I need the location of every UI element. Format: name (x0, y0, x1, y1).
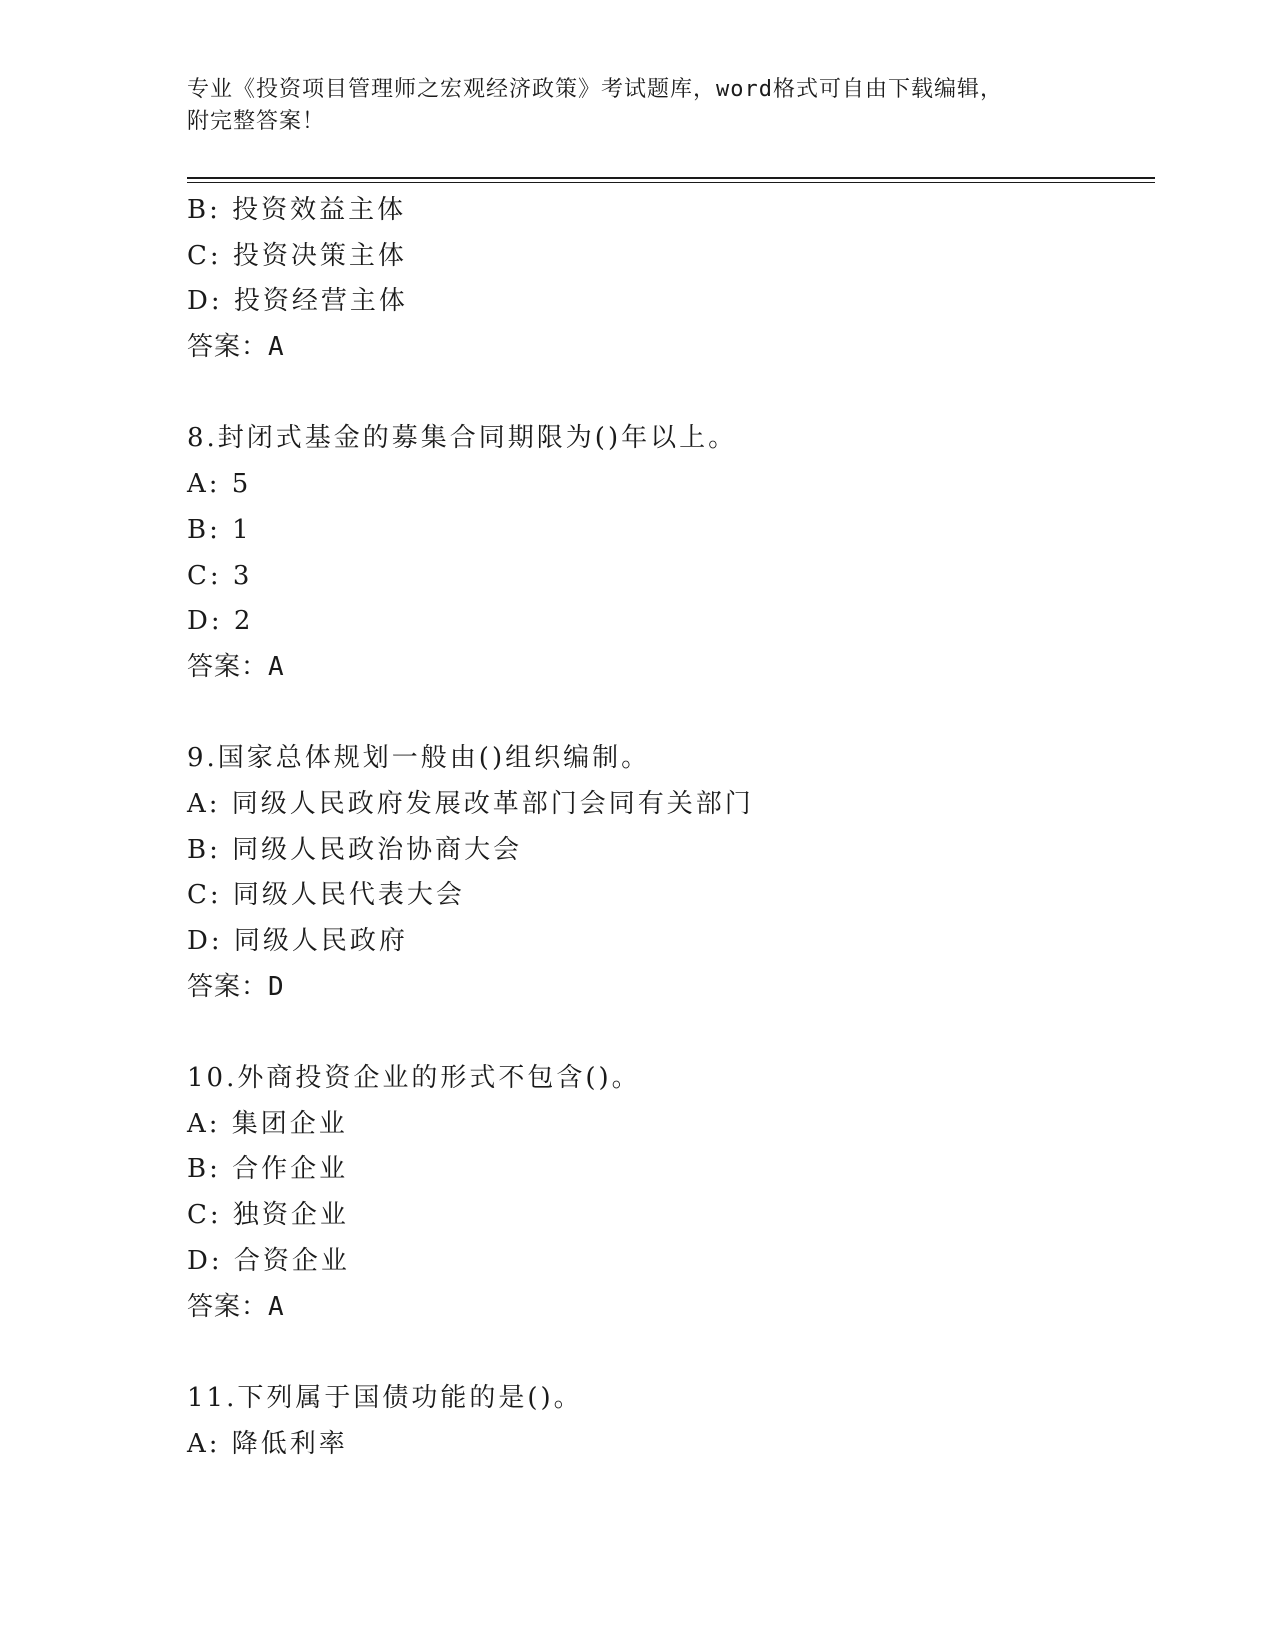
answer-value: A (268, 1291, 285, 1322)
option-d: D: 合资企业 (187, 1245, 350, 1276)
option-c: C: 3 (187, 560, 253, 591)
question-text: 10.外商投资企业的形式不包含()。 (187, 1063, 641, 1094)
answer-value: A (268, 651, 285, 682)
spacer (187, 1330, 1147, 1376)
spacer (187, 1010, 1147, 1056)
answer-line (187, 325, 1147, 371)
option-b: B: 合作企业 (187, 1154, 349, 1185)
document-header (187, 74, 1067, 138)
answer-line (187, 645, 1147, 691)
answer-line (187, 1285, 1147, 1331)
answer-value: A (268, 332, 285, 363)
spacer (187, 691, 1147, 737)
question-text: 8.封闭式基金的募集合同期限为()年以上。 (187, 423, 738, 454)
answer-line (187, 965, 1147, 1011)
answer-label: 答案： (187, 971, 269, 1002)
question-block-11 (187, 1376, 1147, 1467)
question-text: 9.国家总体规划一般由()组织编制。 (187, 743, 651, 774)
option-c: C: 投资决策主体 (187, 240, 407, 271)
answer-label: 答案： (187, 332, 269, 363)
question-block-9 (187, 736, 1147, 1010)
option-d: D: 投资经营主体 (187, 286, 408, 317)
option-c: C: 同级人民代表大会 (187, 880, 465, 911)
header-divider-thick (187, 177, 1155, 179)
header-line-1: 专业《投资项目管理师之宏观经济政策》考试题库，word格式可自由下载编辑， (187, 77, 1003, 102)
answer-label: 答案： (187, 651, 269, 682)
option-a: A: 5 (187, 469, 252, 500)
header-line-2: 附完整答案！ (187, 109, 326, 134)
answer-label: 答案： (187, 1291, 269, 1322)
option-a: A: 降低利率 (187, 1428, 348, 1459)
option-d: D: 同级人民政府 (187, 926, 408, 956)
option-c: C: 独资企业 (187, 1200, 349, 1231)
question-block-8 (187, 416, 1147, 690)
question-list (187, 188, 1147, 1467)
question-block-continued (187, 188, 1147, 371)
option-a: A: 集团企业 (187, 1108, 348, 1139)
header-divider-thin (187, 182, 1155, 183)
option-a: A: 同级人民政府发展改革部门会同有关部门 (187, 788, 754, 819)
option-d: D: 2 (187, 606, 254, 637)
question-block-10 (187, 1056, 1147, 1330)
option-b: B: 同级人民政治协商大会 (187, 834, 523, 865)
spacer (187, 371, 1147, 417)
option-b: B: 投资效益主体 (187, 195, 407, 225)
question-text: 11.下列属于国债功能的是()。 (187, 1382, 583, 1413)
answer-value: D (268, 971, 285, 1002)
option-b: B: 1 (187, 514, 252, 545)
